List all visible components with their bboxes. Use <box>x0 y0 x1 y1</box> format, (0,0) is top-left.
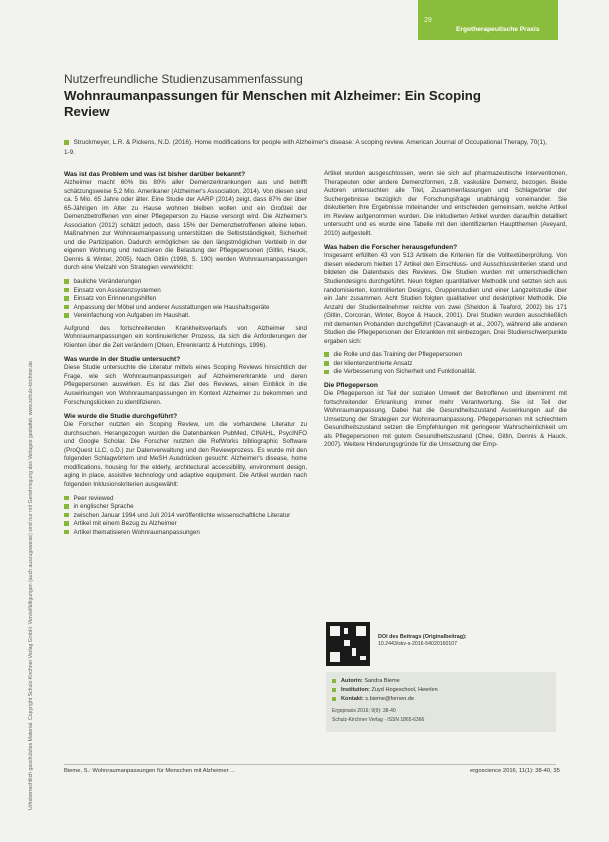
copyright-side-note: Urheberrechtlich geschütztes Material. Copyright Schulz-Kirchner Verlag GmbH. Vervielfältigungen (auch auszugsweise) sind nur mit Genehmigung des Verlages gestattet. www.schulz-kirchner.de <box>28 361 34 810</box>
list-item: Artikel thematisieren Wohnraumanpassungen <box>64 529 307 538</box>
list-item: bauliche Veränderungen <box>64 278 307 287</box>
section-heading-caregiver: Die Pflegeperson <box>324 382 378 390</box>
list-item: Anpassung der Möbel und anderer Ausstattungen wie Haushaltsgeräte <box>64 304 307 313</box>
bullet-square-icon <box>64 504 69 509</box>
contact-email[interactable]: s.bieme@fornen.de <box>365 696 415 702</box>
bullet-square-icon <box>324 370 329 375</box>
page-title: Wohnraumanpassungen für Menschen mit Alzheimer: Ein Scoping Review <box>64 88 481 119</box>
doi-box <box>326 622 556 668</box>
criteria-list <box>64 495 307 538</box>
bullet-square-icon <box>324 361 329 366</box>
bullet-square-icon <box>64 521 69 526</box>
bullet-square-icon <box>64 313 69 318</box>
paragraph: Diese Studie untersuchte die Literatur mittels eines Scoping Reviews hinsichtlich der Frage, wie sich Wohnraumanpassungen auf Alzheimererkrankte und deren Pflegepersonen auswirken. Es ist das Ziel des Reviews, einen Einblick in die Auswirkungen von Wohnraumanpassungen im Kontext Alzheimer zu bekommen und Forschungslücken zu identifizieren. <box>64 364 307 406</box>
author-name: Sandra Bieme <box>364 678 400 684</box>
section-heading-study: Was wurde in der Studie untersucht? <box>64 356 181 364</box>
footer-citation: Bieme, S.: Wohnraumanpassungen für Menschen mit Alzheimer ... <box>64 768 235 774</box>
citation-small: Ergopraxis 2016; 9(9): 38-40 <box>332 708 396 714</box>
doi-link[interactable]: 10.2443/skv-s-2016-54020160107 <box>378 641 458 647</box>
section-label: Ergotherapeutische Praxis <box>456 26 540 33</box>
paragraph: Aufgrund des fortschreitenden Krankheitsverlaufs von Alzheimer sind Wohnraumanpassungen ein kontinuierlicher Prozess, da sich die Anforderungen der Klienten über die Zeit verändern (Olsen, Ehrenkrantz & Hutchings, 1996). <box>64 324 307 349</box>
bullet-square-icon <box>332 697 336 701</box>
page-subtitle: Nutzerfreundliche Studienzusammenfassung <box>64 72 303 86</box>
contact-row: Kontakt: s.bieme@fornen.de <box>332 696 414 702</box>
bullet-square-icon <box>324 352 329 357</box>
qr-code-icon[interactable] <box>326 622 370 666</box>
reference <box>64 138 552 157</box>
list-item: Peer reviewed <box>64 495 307 504</box>
section-heading-problem: Was ist das Problem und was ist bisher darüber bekannt? <box>64 171 246 178</box>
list-item: die Verbesserung von Sicherheit und Funktionalität. <box>324 368 567 377</box>
bullet-square-icon <box>332 688 336 692</box>
bullet-square-icon <box>64 513 69 518</box>
paragraph: Alzheimer macht 60% bis 80% aller Demenzerkrankungen aus und betrifft schätzungsweise 5,2 Mio. Amerikaner (Alzheimer's Association, 2014). Von diesen sind ca. 5 Mio. 65 Jahre oder älter. Eine Studie der AARP (2014) zeigt, dass 87% der über 65-Jährigen im Alter zu Hause wohnen bleiben wollen und ein Großteil der Demenzbetroffenen von einer Pflegeperson zu Hause versorgt wird. Die Alzheimer's Association (2012) schätzt jedoch, dass 15% der Demenzbetroffenen alleine leben. Maßnahmen zur Wohnraumanpassung unterstützen die Selbstständigkeit, Sicherheit und die Partizipation. Dadurch ermöglichen sie den längstmöglichen Verbleib in der eigenen Wohnung und reduzieren die Belastung der Pflegepersonen (Gitlin, Hauck, Dennis & Winter, 2005). Nach Gitlin (1998, S. 190) werden Wohnraumanpassungen durch eine Vielzahl von Strategien verwirklicht: <box>64 179 307 272</box>
paragraph: Die Forscher nutzten ein Scoping Review, um die vorhandene Literatur zu durchsuchen. Herangezogen wurden die Datenbanken PubMed, CINAHL, PsycINFO und Google Scholar. Die Forscher nutzten die RefWorks bibliographic Software (ProQuest LLC, o.D.) zur Datenverwaltung und den Reviewprozess. Es wurde mit den folgenden Schlagwörtern und MeSH Ausdrücken gesucht: Alzheimer's disease, home modifications, housing for the elderly, architectural accessibility, environment design, aging in place, assistive technology und adaptive equipment. Die Artikel wurden nach folgenden Inklusionskriterien ausgewählt: <box>64 421 307 488</box>
paragraph: Insgesamt erfüllten 43 von 513 Artikeln die Kriterien für die Volltextüberprüfung. Von diesen wiederum hielten 17 Artikel den Einschluss- und Ausschlusskriterien stand und bildeten die Datenbasis des Reviews. Die Studien wurden mit unterschiedlichen Studiendesigns durchgeführt. Neun folgten quantitativer Methodik und setzten sich aus randomisierten, kontrollierten Designs, Gruppenstudien und einer Langzeitstudie über ein Jahr zusammen. Acht Studien folgten qualitativer und deskriptiver Methodik. Die Anzahl der Studienteilnehmer reichte von zwei (Sheldon & Teaford, 2002) bis 171 (Gitlin, Corcoran, Winter, Boyce & Hauck, 2001). Drei Studien wurden ausschließlich mit dementen Probanden durchgeführt (Cavanaugh et al., 2007), während alle anderen Studien die Pflegepersonen der Erkrankten mit einbezogen. Drei Studienschwerpunkte ergaben sich: <box>324 252 567 345</box>
focus-list <box>324 351 567 377</box>
left-column <box>64 170 307 541</box>
author-info-box <box>326 672 556 732</box>
strategy-list <box>64 278 307 321</box>
bullet-square-icon <box>64 305 69 310</box>
bullet-square-icon <box>64 279 69 284</box>
section-heading-results: Was haben die Forscher herausgefunden? <box>324 244 458 252</box>
paragraph: Die Pflegeperson ist Teil der sozialen Umwelt der Betroffenen und übernimmt mit fortschreitender Erkrankung immer mehr Verantwortung. Sie ist Teil der Wohnraumanpassung. Dabei hat die Gesundheitszustand Auswirkungen auf die Umsetzung der Strategien zur Wohnraumanpassung. Pflegepersonen mit schlechtem Gesundheitszustand setzen die Empfehlungen mit geringerer Wahrscheinlichkeit um als Pflegepersonen mit gutem Gesundheitszustand (Chee, Gitlin, Dennis & Hauck, 2007). Weitere Hinderungsgründe für die Umsetzung der Emp- <box>324 390 567 449</box>
paragraph: Artikel wurden ausgeschlossen, wenn sie sich auf pharmazeutische Interventionen, Therapeuten oder andere Demenzformen, z.B. vaskuläre Demenz, bezogen. Beide Autoren untersuchten alle Titel, Zusammenfassungen und Schlagwörter der Suchergebnisse bezüglich der Forschungsfrage unabhängig voneinander. Sie diskutierten ihre Ergebnisse miteinander und entschieden gemeinsam, welche Artikel im Review aufgenommen wurden. Die inkludierten Artikel wurden daraufhin detailliert untersucht und es wurde eine Tabelle mit den identifizierten Hauptthemen (Aveyard, 2010) aufgestellt. <box>324 170 567 237</box>
bullet-square-icon <box>64 296 69 301</box>
right-column <box>324 170 567 455</box>
list-item: Artikel mit einem Bezug zu Alzheimer <box>64 520 307 529</box>
bullet-square-icon <box>332 679 336 683</box>
section-number: 29 <box>424 17 432 24</box>
list-item: in englischer Sprache <box>64 503 307 512</box>
author-row: Autorin: Sandra Bieme <box>332 678 400 684</box>
list-item: zwischen Januar 1994 und Juli 2014 veröffentlichte wissenschaftliche Literatur <box>64 512 307 521</box>
footer-divider <box>64 764 556 765</box>
bullet-square-icon <box>64 288 69 293</box>
footer-page-info: ergoscience 2016, 11(1): 38-40, 35 <box>470 768 560 774</box>
reference-text: Struckmeyer, L.R. & Pickens, N.D. (2016). Home modifications for people with Alzheimer's disease: A scoping review. American Journal of Occupational Therapy, 70(1), 1-9. <box>64 139 547 156</box>
list-item: Einsatz von Erinnerungshilfen <box>64 295 307 304</box>
section-tab <box>418 0 558 40</box>
institution-row: Institution: Zuyd Hogeschool, Heerlen <box>332 687 438 693</box>
publisher-small: Schulz-Kirchner Verlag · ISSN 1865-6366 <box>332 717 425 723</box>
list-item: die Rolle und das Training der Pflegepersonen <box>324 351 567 360</box>
doi-label: DOI des Beitrags (Originalbeitrag): <box>378 634 467 640</box>
bullet-square-icon <box>64 140 69 145</box>
list-item: Vereinfachung von Aufgaben im Haushalt. <box>64 312 307 321</box>
bullet-square-icon <box>64 496 69 501</box>
doi-text <box>378 634 467 648</box>
bullet-square-icon <box>64 530 69 535</box>
section-heading-method: Wie wurde die Studie durchgeführt? <box>64 413 178 421</box>
list-item: Einsatz von Assistenzsystemen <box>64 287 307 296</box>
list-item: der klientenzentrierte Ansatz <box>324 360 567 369</box>
institution-name: Zuyd Hogeschool, Heerlen <box>371 687 438 693</box>
